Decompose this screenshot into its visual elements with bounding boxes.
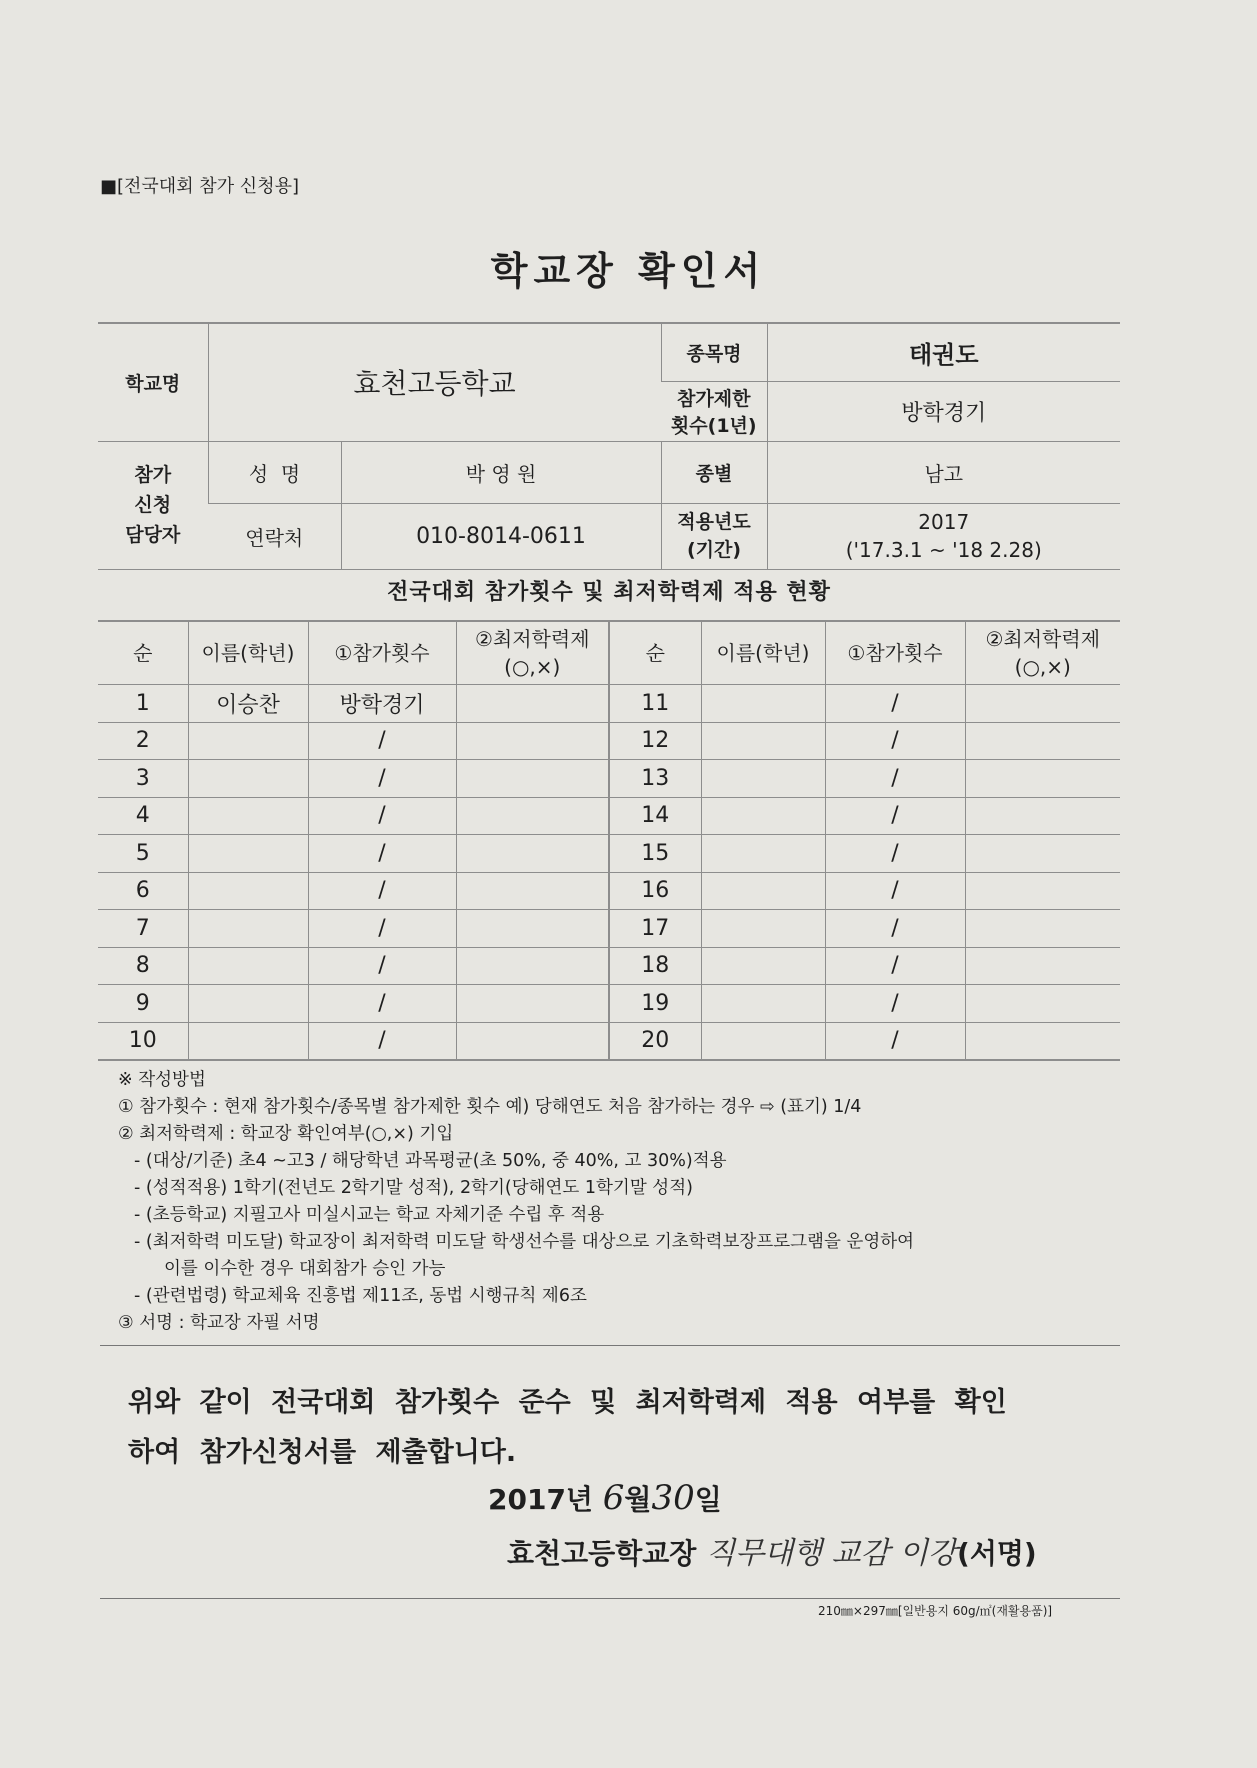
contact-value: 010-8014-0611 xyxy=(341,503,661,569)
row-number: 6 xyxy=(98,872,188,910)
row-name xyxy=(701,835,825,873)
sport-value: 태권도 xyxy=(767,323,1120,381)
row-grade xyxy=(965,872,1120,910)
row-grade xyxy=(456,985,609,1023)
header-tag: ■[전국대회 참가 신청용] xyxy=(100,176,299,197)
row-name xyxy=(701,685,825,723)
row-count: / xyxy=(825,947,965,985)
applicant-label: 참가 신청 담당자 xyxy=(98,441,208,569)
year-label: 적용년도 (기간) xyxy=(661,503,767,569)
row-number: 18 xyxy=(609,947,701,985)
row-name xyxy=(701,797,825,835)
row-count: / xyxy=(825,760,965,798)
category-value: 남고 xyxy=(767,441,1120,503)
notes-heading: ※ 작성방법 xyxy=(118,1070,206,1090)
row-name xyxy=(188,910,308,948)
signature-suffix: (서명) xyxy=(957,1537,1037,1570)
note-2d-cont: 이를 이수한 경우 대회참가 승인 가능 xyxy=(164,1259,446,1279)
row-grade xyxy=(456,910,609,948)
row-number: 8 xyxy=(98,947,188,985)
row-grade xyxy=(965,1022,1120,1060)
row-name xyxy=(188,835,308,873)
row-name xyxy=(701,722,825,760)
row-grade xyxy=(965,760,1120,798)
row-count: / xyxy=(825,722,965,760)
row-number: 4 xyxy=(98,797,188,835)
name-label: 성 명 xyxy=(208,441,341,503)
col-header-no: 순 xyxy=(609,621,701,685)
row-number: 2 xyxy=(98,722,188,760)
row-name xyxy=(188,797,308,835)
row-name xyxy=(701,872,825,910)
table-row xyxy=(98,760,1120,798)
row-name xyxy=(701,760,825,798)
row-grade xyxy=(456,947,609,985)
row-name xyxy=(188,947,308,985)
table-body xyxy=(98,685,1120,1061)
row-count: / xyxy=(308,947,456,985)
table-row xyxy=(98,722,1120,760)
table-row xyxy=(98,685,1120,723)
limit-label: 참가제한 횟수(1년) xyxy=(661,381,767,441)
row-name xyxy=(188,872,308,910)
row-count: / xyxy=(308,797,456,835)
row-number: 9 xyxy=(98,985,188,1023)
footer-divider xyxy=(100,1598,1120,1599)
row-name xyxy=(701,947,825,985)
col-header-count: ①참가횟수 xyxy=(308,621,456,685)
row-count: / xyxy=(308,872,456,910)
col-header-grade: ②최저학력제 (○,×) xyxy=(965,621,1120,685)
row-number: 5 xyxy=(98,835,188,873)
row-count: / xyxy=(825,835,965,873)
signature-line xyxy=(507,1528,1037,1572)
row-grade xyxy=(456,872,609,910)
row-number: 13 xyxy=(609,760,701,798)
row-count: / xyxy=(308,910,456,948)
row-number: 1 xyxy=(98,685,188,723)
instructions xyxy=(118,1067,1118,1337)
table-row xyxy=(98,797,1120,835)
row-grade xyxy=(965,722,1120,760)
note-3: ③ 서명 : 학교장 자필 서명 xyxy=(118,1313,320,1333)
handwritten-signature: 직무대행 교감 이강 xyxy=(706,1536,958,1571)
row-number: 12 xyxy=(609,722,701,760)
row-count: / xyxy=(825,1022,965,1060)
row-name xyxy=(188,985,308,1023)
school-label: 학교명 xyxy=(98,323,208,441)
row-grade xyxy=(965,685,1120,723)
contact-label: 연락처 xyxy=(208,503,341,569)
row-count: / xyxy=(825,910,965,948)
row-name xyxy=(701,910,825,948)
table-row xyxy=(98,910,1120,948)
row-count: / xyxy=(308,1022,456,1060)
note-2a: - (대상/기준) 초4 ~고3 / 해당학년 과목평균(초 50%, 중 40%, 고 30%)적용 xyxy=(134,1151,727,1171)
row-grade xyxy=(456,722,609,760)
note-2c: - (초등학교) 지필고사 미실시교는 학교 자체기준 수립 후 적용 xyxy=(134,1205,605,1225)
row-grade xyxy=(456,760,609,798)
row-grade xyxy=(965,835,1120,873)
row-grade xyxy=(456,685,609,723)
row-name xyxy=(701,1022,825,1060)
row-number: 20 xyxy=(609,1022,701,1060)
row-grade xyxy=(456,835,609,873)
col-header-name: 이름(학년) xyxy=(701,621,825,685)
school-name: 효천고등학교 xyxy=(208,323,661,441)
row-count: / xyxy=(825,797,965,835)
participation-table xyxy=(98,620,1120,1061)
submission-date: 2017년 6월30일 xyxy=(488,1478,722,1518)
table-row xyxy=(98,1022,1120,1060)
row-name xyxy=(701,985,825,1023)
note-2: ② 최저학력제 : 학교장 확인여부(○,×) 기입 xyxy=(118,1124,454,1144)
row-count: 방학경기 xyxy=(308,685,456,723)
row-count: / xyxy=(308,985,456,1023)
row-number: 3 xyxy=(98,760,188,798)
limit-value: 방학경기 xyxy=(767,381,1120,441)
category-label: 종별 xyxy=(661,441,767,503)
table-row xyxy=(98,835,1120,873)
row-grade xyxy=(456,797,609,835)
row-grade xyxy=(965,985,1120,1023)
col-header-grade: ②최저학력제 (○,×) xyxy=(456,621,609,685)
col-header-name: 이름(학년) xyxy=(188,621,308,685)
table-row xyxy=(98,947,1120,985)
sport-label: 종목명 xyxy=(661,323,767,381)
signer-title: 효천고등학교장 xyxy=(507,1537,697,1570)
name-value: 박 영 원 xyxy=(341,441,661,503)
note-2e: - (관련법령) 학교체육 진흥법 제11조, 동법 시행규칙 제6조 xyxy=(134,1286,587,1306)
table-row xyxy=(98,985,1120,1023)
row-number: 16 xyxy=(609,872,701,910)
table-row xyxy=(98,872,1120,910)
row-count: / xyxy=(308,722,456,760)
row-grade xyxy=(965,910,1120,948)
row-number: 10 xyxy=(98,1022,188,1060)
paper-spec: 210㎜×297㎜[일반용지 60g/㎡(재활용품)] xyxy=(818,1604,1053,1618)
row-count: / xyxy=(308,835,456,873)
year-value: 2017 ('17.3.1 ~ '18 2.28) xyxy=(767,503,1120,569)
col-header-count: ①참가횟수 xyxy=(825,621,965,685)
note-1: ① 참가횟수 : 현재 참가횟수/종목별 참가제한 횟수 예) 당해연도 처음 참가하는 경우 ⇨ (표기) 1/4 xyxy=(118,1097,862,1117)
school-info-table xyxy=(98,322,1120,570)
row-number: 19 xyxy=(609,985,701,1023)
col-header-no: 순 xyxy=(98,621,188,685)
row-count: / xyxy=(825,685,965,723)
row-number: 15 xyxy=(609,835,701,873)
row-count: / xyxy=(308,760,456,798)
row-number: 17 xyxy=(609,910,701,948)
row-name xyxy=(188,760,308,798)
table-header-row xyxy=(98,621,1120,685)
row-number: 11 xyxy=(609,685,701,723)
row-count: / xyxy=(825,872,965,910)
row-grade xyxy=(965,797,1120,835)
section-title: 전국대회 참가횟수 및 최저학력제 적용 현황 xyxy=(387,580,831,605)
row-name: 이승찬 xyxy=(188,685,308,723)
divider xyxy=(100,1345,1120,1346)
row-number: 7 xyxy=(98,910,188,948)
row-grade xyxy=(456,1022,609,1060)
note-2b: - (성적적용) 1학기(전년도 2학기말 성적), 2학기(당해연도 1학기말 성적) xyxy=(134,1178,693,1198)
row-count: / xyxy=(825,985,965,1023)
confirmation-statement: 위와 같이 전국대회 참가횟수 준수 및 최저학력제 적용 여부를 확인 하여 참가신청서를 제출합니다. xyxy=(128,1387,1007,1468)
row-number: 14 xyxy=(609,797,701,835)
document-title: 학교장 확인서 xyxy=(490,249,767,293)
note-2d: - (최저학력 미도달) 학교장이 최저학력 미도달 학생선수를 대상으로 기초학력보장프로그램을 운영하여 xyxy=(134,1232,915,1252)
row-name xyxy=(188,1022,308,1060)
row-grade xyxy=(965,947,1120,985)
row-name xyxy=(188,722,308,760)
